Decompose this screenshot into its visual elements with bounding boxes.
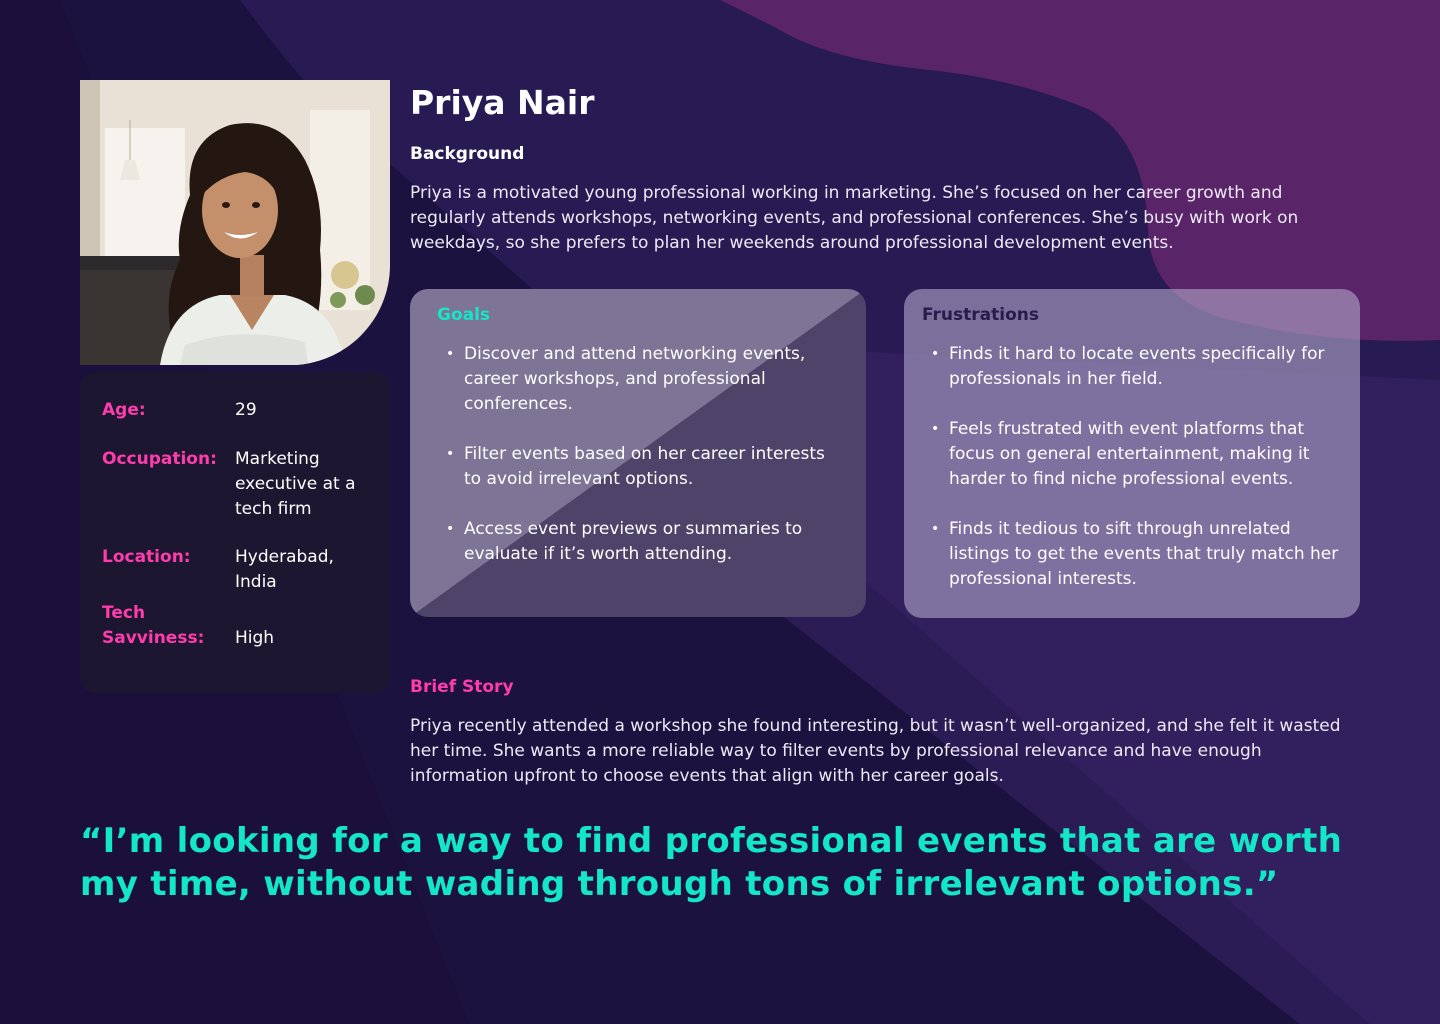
persona-quote: “I’m looking for a way to find professional events that are worth my time, without wading through tons of irrelevant options.” — [80, 821, 1343, 904]
info-label: Location: — [102, 547, 191, 567]
frustrations-list — [931, 342, 1341, 617]
info-label: Age: — [102, 400, 146, 420]
list-item: • Feels frustrated with event platforms that focus on general entertainment, making it harder to find niche professional events. — [931, 417, 1341, 492]
list-item: • Filter events based on her career interests to avoid irrelevant options. — [446, 442, 826, 492]
info-value: Hyderabad, India — [235, 547, 334, 592]
story-heading: Brief Story — [410, 677, 514, 697]
persona-info-card — [80, 372, 390, 693]
info-value: 29 — [235, 400, 257, 420]
list-item: • Finds it hard to locate events specifically for professionals in her field. — [931, 342, 1341, 392]
goals-list — [446, 342, 826, 592]
goals-title: Goals — [437, 305, 491, 325]
background-text: Priya is a motivated young professional working in marketing. She’s focused on her career growth and regularly attends workshops, networking events, and professional conferences. She’s busy with work on weekdays, so she prefers to plan her weekends around professional development events. — [410, 183, 1299, 253]
persona-name: Priya Nair — [410, 83, 595, 122]
person-portrait-icon — [80, 80, 390, 365]
list-item: • Finds it tedious to sift through unrelated listings to get the events that truly match her professional interests. — [931, 517, 1341, 592]
info-value: High — [235, 628, 275, 648]
info-value: Marketing executive at a tech firm — [235, 449, 356, 519]
list-item: • Access event previews or summaries to evaluate if it’s worth attending. — [446, 517, 826, 567]
frustrations-title: Frustrations — [922, 305, 1039, 325]
frustrations-card — [904, 289, 1360, 618]
info-label: Occupation: — [102, 449, 217, 469]
persona-photo — [80, 80, 390, 365]
story-text: Priya recently attended a workshop she found interesting, but it wasn’t well-organized, and she felt it wasted her time. She wants a more reliable way to filter events by professional relevance and have enough information upfront to choose events that align with her career goals. — [410, 716, 1341, 786]
background-heading: Background — [410, 144, 525, 164]
info-label: Tech Savviness: — [102, 603, 205, 648]
list-item: • Discover and attend networking events, career workshops, and professional conferences. — [446, 342, 826, 417]
goals-card — [410, 289, 866, 617]
